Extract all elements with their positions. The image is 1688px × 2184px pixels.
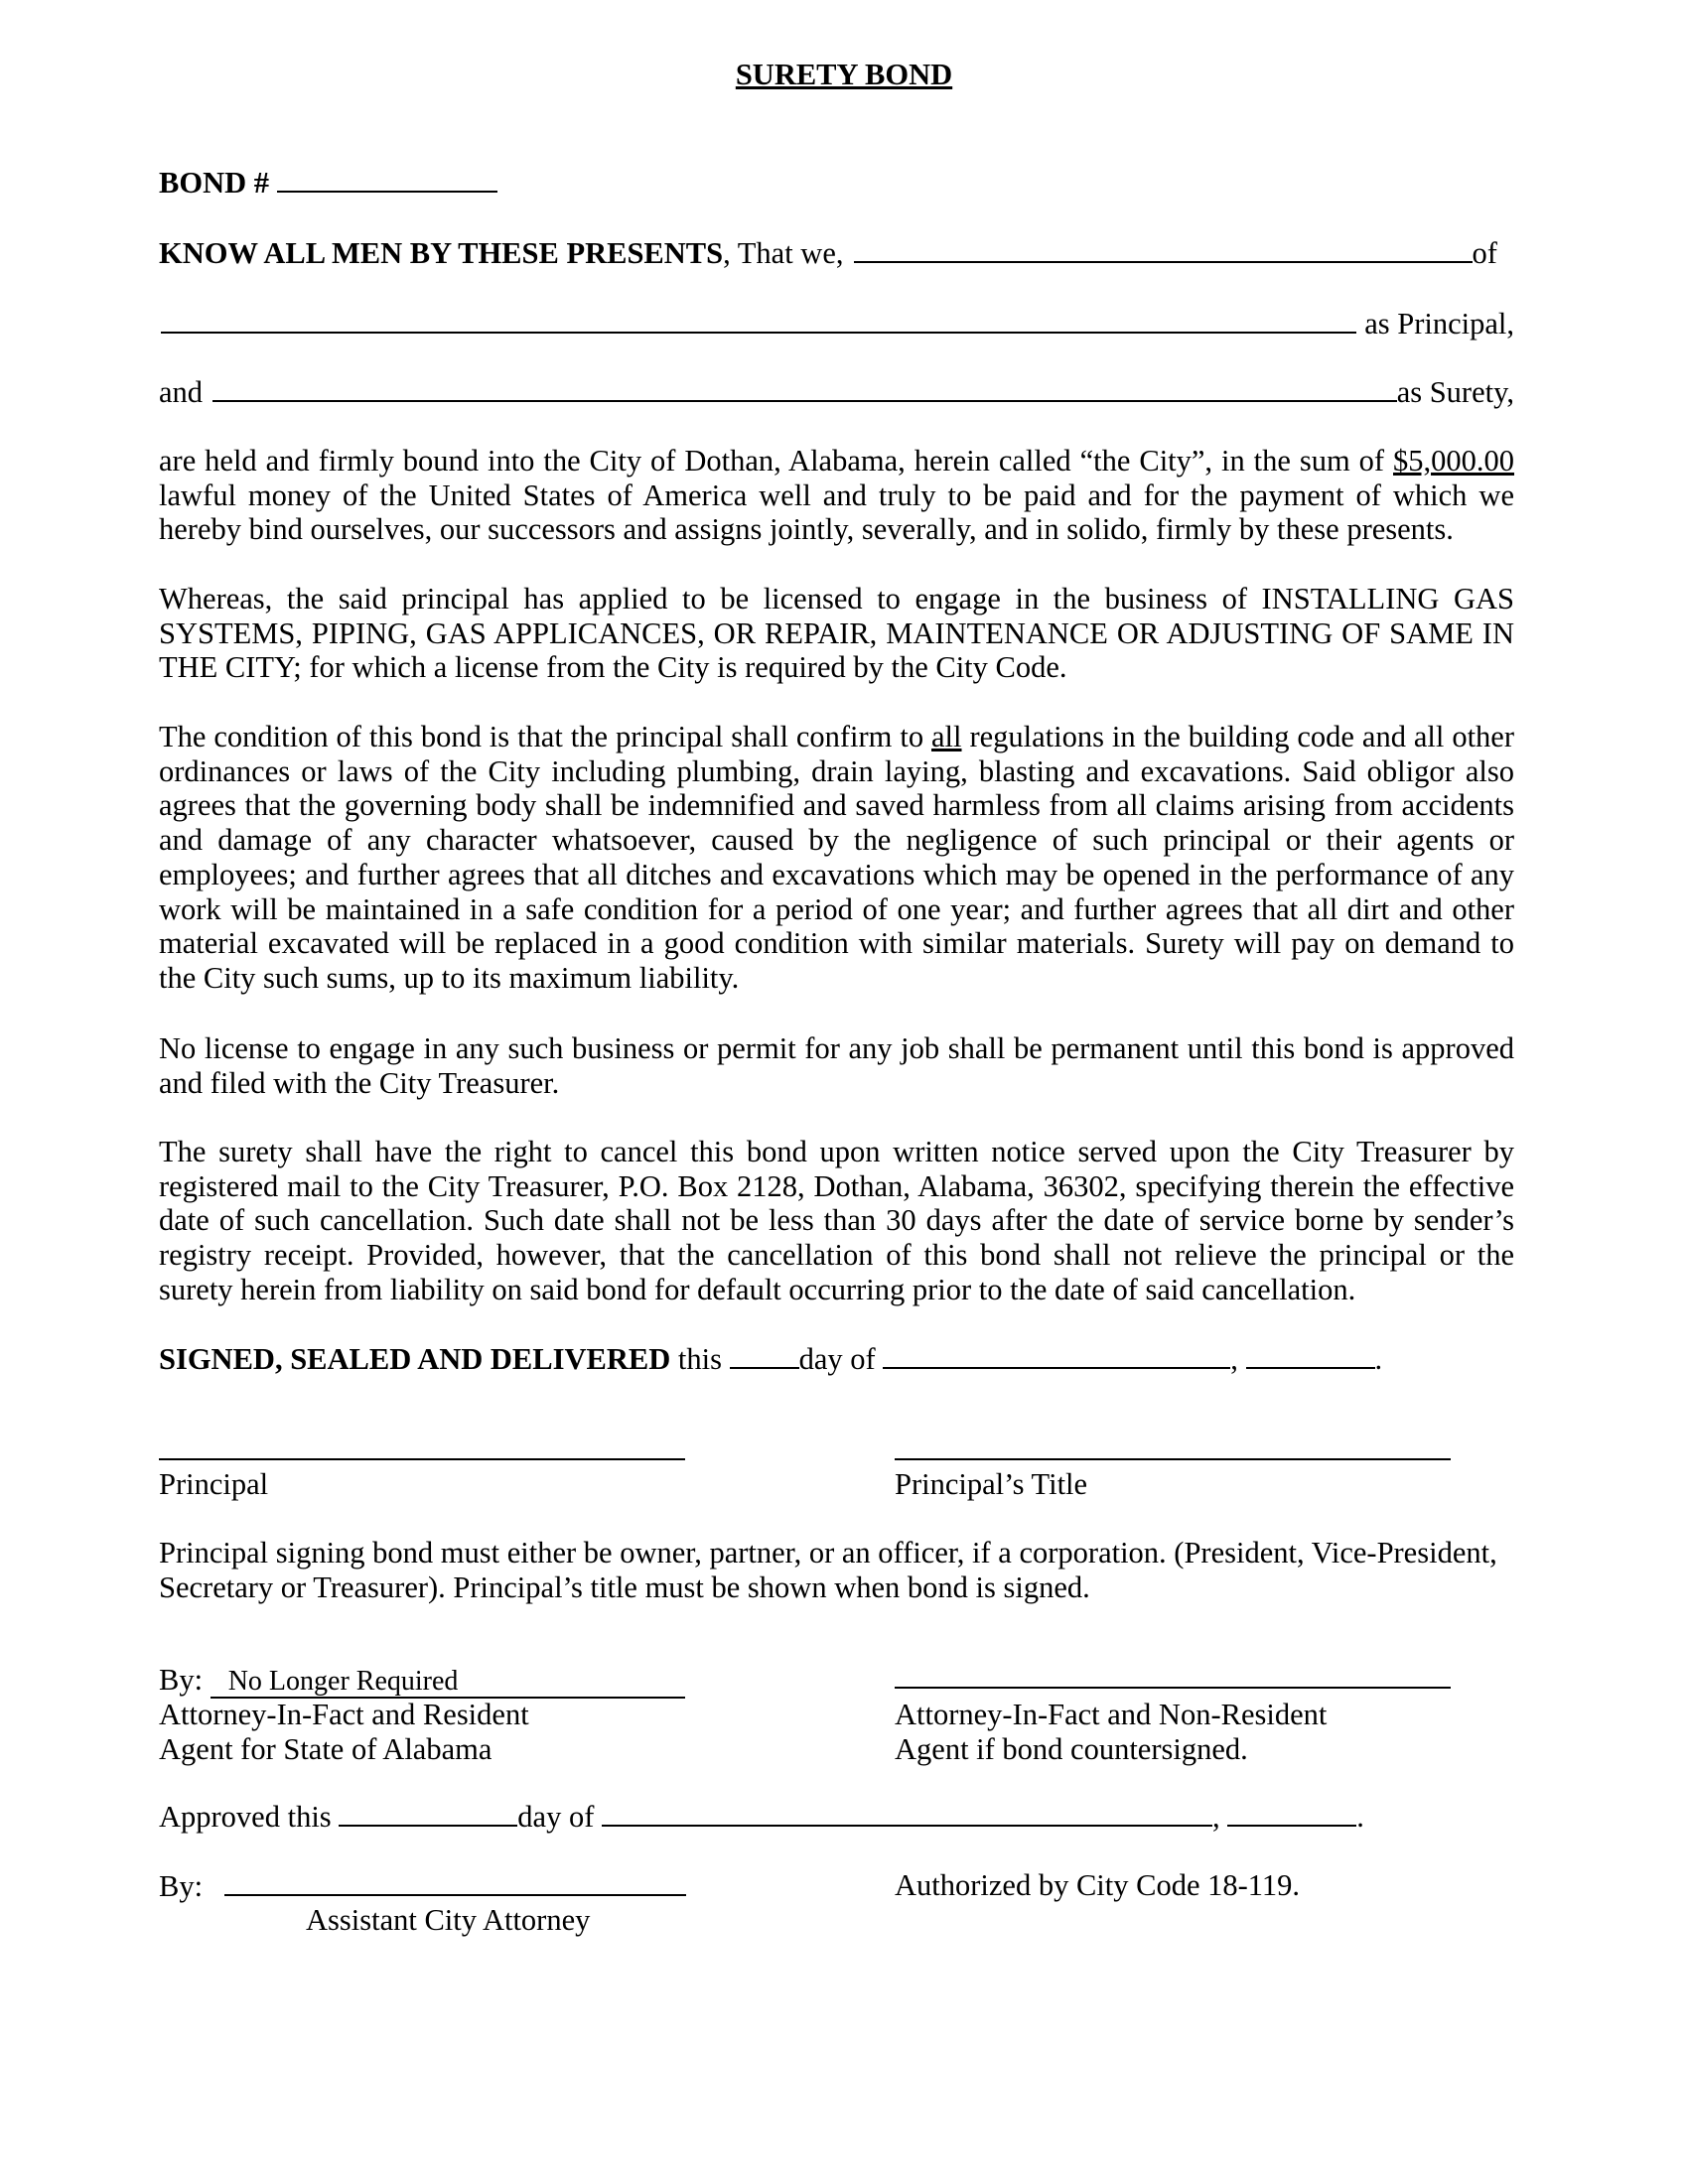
principal-address-field[interactable] — [161, 306, 1356, 334]
presents-lead: KNOW ALL MEN BY THESE PRESENTS — [159, 236, 724, 270]
principal-name-field[interactable] — [854, 235, 1473, 263]
assistant-city-attorney-label: Assistant City Attorney — [306, 1903, 591, 1937]
p3-text: The condition of this bond is that the principal shall confirm to — [159, 720, 932, 753]
signed-month-field[interactable] — [883, 1341, 1230, 1369]
nonresident-agent-field[interactable] — [895, 1665, 1451, 1689]
comma: , — [1230, 1342, 1246, 1376]
approved-line — [159, 1799, 1364, 1835]
city-attorney-signature-field[interactable] — [224, 1868, 686, 1896]
presents-line — [159, 235, 1514, 271]
approved-this-text: Approved this — [159, 1800, 340, 1834]
by2-label: By: — [159, 1869, 204, 1903]
nonresident-line-1: Attorney-In-Fact and Non-Resident — [895, 1698, 1328, 1731]
p3-all: all — [931, 720, 962, 753]
that-we-text: , That we, — [723, 236, 844, 270]
approved-year-field[interactable] — [1227, 1799, 1356, 1827]
title-text: SURETY BOND — [735, 58, 953, 91]
of-text: of — [1472, 236, 1497, 270]
approved-comma: , — [1212, 1800, 1228, 1834]
bond-number-line — [159, 165, 497, 201]
p3-text-after: regulations in the building code and all other ordinances or laws of the City including plumbing, drain laying, blasting and excavations. Said obligor also agrees that the governing body shall be indemnified and saved harmless from all claims arising from accidents and damage of any character whatsoever, caused by the negligence of such principal or their agents or employees; and further agrees that all ditches and excavations which may be opened in the performance of any work will be maintained in a safe condition for a period of one year; and further agrees that all dirt and other material excavated will be replaced in a good condition with similar materials. Surety will pay on demand to the City such sums, up to its maximum liability. — [159, 720, 1514, 995]
this-text: this — [670, 1342, 730, 1376]
paragraph-bound — [159, 444, 1514, 547]
signed-lead: SIGNED, SEALED AND DELIVERED — [159, 1342, 671, 1376]
signed-year-field[interactable] — [1246, 1341, 1375, 1369]
bond-number-label: BOND # — [159, 166, 269, 200]
principal-label: Principal — [159, 1467, 269, 1501]
p1-text: are held and firmly bound into the City of Dothan, Alabama, herein called “the City”, in the sum of — [159, 444, 1393, 478]
paragraph-whereas: Whereas, the said principal has applied to be licensed to engage in the business of INSTALLING GAS SYSTEMS, PIPING, GAS APPLICANCES, OR REPAIR, MAINTENANCE OR ADJUSTING OF SAME IN THE CITY; for which a license from the City is required by the City Code. — [159, 582, 1514, 685]
resident-agent-label — [159, 1698, 529, 1766]
bond-number-field[interactable] — [277, 165, 497, 193]
approved-month-field[interactable] — [602, 1799, 1212, 1827]
signed-line — [159, 1341, 1382, 1377]
principal-signature-field[interactable] — [159, 1436, 685, 1460]
document-title — [0, 58, 1688, 92]
paragraph-license: No license to engage in any such business or permit for any job shall be permanent until this bond is approved and filed with the City Treasurer. — [159, 1031, 1514, 1100]
principal-title-field[interactable] — [895, 1436, 1451, 1460]
approved-period: . — [1356, 1800, 1364, 1834]
city-attorney-by-line — [159, 1868, 686, 1904]
principal-title-label: Principal’s Title — [895, 1467, 1088, 1501]
p1-text-after: lawful money of the United States of America well and truly to be paid and for the payment of which we hereby bind ourselves, our successors and assigns jointly, severally, and in solido, firmly by these presents. — [159, 478, 1514, 547]
principal-line — [159, 306, 1514, 341]
nonresident-agent-label — [895, 1698, 1327, 1766]
approved-day-of-text: day of — [517, 1800, 602, 1834]
surety-name-field[interactable] — [212, 374, 1397, 402]
surety-line — [159, 374, 1514, 410]
principal-note: Principal signing bond must either be owner, partner, or an officer, if a corporation. (President, Vice-President, Secretary or Treasurer). Principal’s title must be shown when bond is signed. — [159, 1536, 1497, 1604]
and-text: and — [159, 375, 204, 409]
as-surety-text: as Surety, — [1396, 375, 1514, 409]
nonresident-line-2: Agent if bond countersigned. — [895, 1731, 1248, 1766]
paragraph-cancel: The surety shall have the right to cancel this bond upon written notice served upon the City Treasurer by registered mail to the City Treasurer, P.O. Box 2128, Dothan, Alabama, 36302, specifying therein the effective date of such cancellation. Such date shall not be less than 30 days after the date of service borne by sender’s registry receipt. Provided, however, that the cancellation of this bond shall not relieve the principal or the surety herein from liability on said bond for default occurring prior to the date of said cancellation. — [159, 1135, 1514, 1306]
approved-day-field[interactable] — [339, 1799, 517, 1827]
resident-agent-value: No Longer Required — [227, 1666, 459, 1697]
period: . — [1374, 1342, 1383, 1376]
signed-day-field[interactable] — [730, 1341, 799, 1369]
bond-amount: $5,000.00 — [1393, 444, 1514, 478]
by-label: By: — [159, 1663, 204, 1697]
resident-line-2: Agent for State of Alabama — [159, 1731, 492, 1766]
resident-agent-field[interactable] — [211, 1667, 685, 1699]
as-principal-text: as Principal, — [1364, 307, 1514, 341]
day-of-text: day of — [798, 1342, 884, 1376]
paragraph-condition — [159, 720, 1514, 996]
resident-line-1: Attorney-In-Fact and Resident — [159, 1698, 529, 1731]
resident-agent-by-line — [159, 1663, 685, 1699]
authorized-text: Authorized by City Code 18-119. — [895, 1868, 1301, 1902]
